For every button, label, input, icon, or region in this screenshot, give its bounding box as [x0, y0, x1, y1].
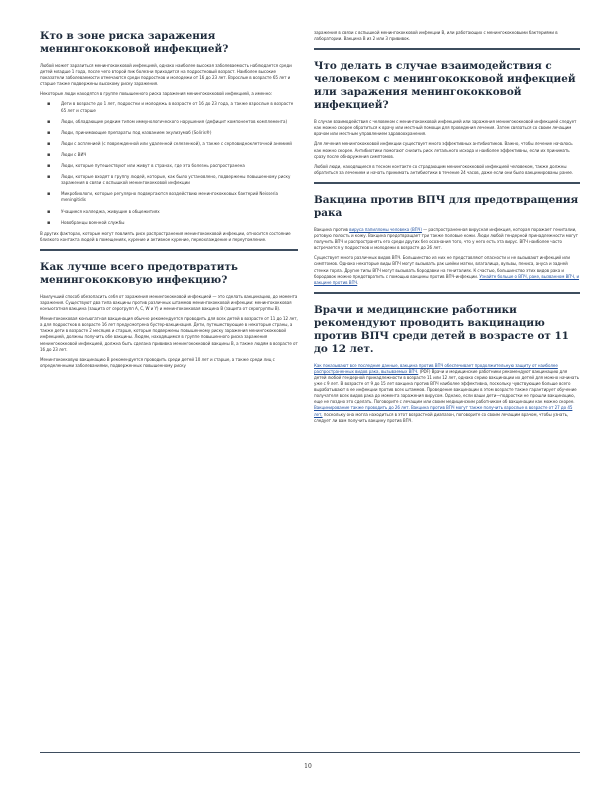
bullet-icon: ▪ [47, 118, 51, 125]
section-what-to-do [314, 60, 580, 176]
list-item: ▪ Люди, обладающие редким типом иммунологического нарушения (дефицит компонентов комплемента) [47, 118, 288, 125]
section-who-at-risk [40, 30, 298, 243]
paragraph: Наилучший способ обезопасить себя от заражения менингококковой инфекцией — это сделать вакцинацию, до момента заражения. Существуют два типа вакцины против различных штаммов менингококковой инфекции: менингококковая конъюгатная вакцина (защита от серогрупп A, C, W и Y) и менингококковая вакцина B (защита от серогруппы B). [40, 293, 298, 312]
list-item: ▪ Люди, принимающие препараты под названием экулизумаб (Soliris®) [47, 129, 212, 136]
list-item: ▪ Микробиологи, которые регулярно подвергаются воздействию менингококковых бактерий Neisseria meningitidis [47, 191, 278, 203]
list-item: ▪ Люди, которые входят в группу людей, которые, как было установлено, подвержены повышенному риску заражения в связи с вспышкой менингококковой инфекции [47, 174, 291, 186]
section-divider [314, 48, 580, 50]
bullet-icon: ▪ [47, 101, 51, 108]
heading-hpv-vaccine: Вакцина против ВПЧ для предотвращения рака [314, 193, 579, 219]
paragraph: Любой может заразиться менингококковой инфекцией, однако наиболее высокая заболеваемость наблюдается среди детей младше 1 года, после чего второй пик болезни приходится на подростковый возраст. Наиболее высокие показатели заболеваемости отмечаются среди подростков и молодежи от 16 до 23 лет. Взрослые в возрасте 65 лет и старше также подвержены высокому риску заражения. [40, 63, 292, 87]
paragraph: Как показывают все последние данные, вакцина против ВПЧ обеспечивает продолжительную защиту от наиболее распространенных видов рака, вызываемых ВПЧ. (PDF) Врачи и медицинские работники рекомендуют вакцинацию для детей любой гендерной принадлежности в возрасте 11 или 12 лет, однако серию вакцинации их детей для можно начинать уже с 9 лет. В возрасте от 9 до 15 лет вакцина против ВПЧ наиболее эффективна, поскольку чувствующие больше всего вырабатывают в ее инфекции против всех штаммов. Проведение вакцинации в этом возрасте также гарантирует обучение получателя всех видов рака до момента заражения вирусом. Однако, если ваши дети—подростки не прошли вакцинацию, еще не поздно это сделать. Поговорите с лечащим или своим медицинским работником об вакцинации как можно скорее. Вакцинирование также проводить до 26 лет. Вакцина против ВПЧ могут также получить взрослые в возрасте от 27 до 45 лет, поскольку она могла находиться в этот возрастной диапазон, поговорите со своим лечащим врачом, чтобы узнать, следует ли вам получить вакцину против ВПЧ. [314, 362, 580, 423]
heading-what-to-do: Что делать в случае взаимодействия с человеком с менингококковой инфекцией или заражения менингококковой инфекцией? [314, 60, 576, 112]
paragraph-continued: заражения в связи с вспышкой менингококковой инфекции B, или работающих с менингококковыми бактериями в лаборатории. Вакцина B из 2 или 3 прививок. [314, 30, 558, 42]
risk-group-list [40, 101, 298, 225]
section-divider [314, 292, 580, 294]
section-hpv-vaccine [314, 194, 580, 286]
paragraph: Для лечения менингококковой инфекции существует много эффективных антибиотиков. Важно, чтобы лечение началось как можно скорее. Антибиотики помогают снизить риск летального исхода и наиболее эффективны, если их принимать сразу после обнаружения симптомов. [314, 141, 573, 159]
paragraph: Любой люди, находящиеся в тесном контакте со страдающим менингококковой инфекцией человеком, также должны обратиться за лечением и начать принимать антибиотики в течение 24 часов, даже если они было вакцинированы ранее. [314, 163, 574, 175]
bullet-icon: ▪ [47, 191, 51, 198]
bullet-icon: ▪ [47, 219, 51, 226]
footer-divider [40, 752, 580, 753]
section-prevention [40, 261, 298, 369]
paragraph: Менингококковую вакцинацию B рекомендуется проводить среди детей 10 лет и старше, а также среди лиц с определенными заболеваниями, подверженных повышенному риску [40, 356, 275, 368]
paragraph: Вакцина против вируса папилломы человека (ВПЧ) — распространенная вирусная инфекция, которая поражает гениталии, ротовую полость и кожу. Вакцина предотвращает три также половые кожи. Люди любой гендерной принадлежности могут получить ВПЧ и распространять его среди других без осознания того, что у него есть эта вирус. ВПЧ наиболее часто встречается у подростков и молодежи в возрасте до 26 лет. [314, 226, 578, 251]
page-number: 10 [304, 763, 312, 770]
section-divider [314, 182, 580, 184]
heading-prevention: Как лучше всего предотвратить менингококковую инфекцию? [40, 260, 238, 286]
hpv-link[interactable]: вируса папилломы человека (ВПЧ) [349, 226, 422, 232]
section-doctors-recommend [314, 304, 580, 424]
paragraph: В других факторах, которые могут повлиять риск распространения менингококковой инфекции, относится состояние близкого контакта людей в помещениях, курение и активное курение, переохлаждение и переутомление. [40, 230, 291, 242]
hpv-protection-link[interactable]: Как показывают все последние данные, вакцина против ВПЧ обеспечивает продолжительную защиту от наиболее распространенных видов рака, вызываемых ВПЧ. [314, 362, 558, 374]
pdf-label: (PDF) [419, 368, 431, 374]
list-item: ▪ Дети в возрасте до 1 лет, подростки и молодежь в возрасте от 16 до 23 года, а также взрослые в возрасте 65 лет и старше [47, 101, 294, 113]
paragraph: Менингококковая конъюгатная вакцинация обычно рекомендуется проводить для всех детей в возрасте от 11 до 12 лет, а для подростков в возрасте 16 лет предусмотрена бустер-вакцинация. Дети, путешествующие в некоторые страны, а также дети в возрасте 2 месяцев и старше, которые подвержены повышенному риску заражения менингококковой инфекцией, должны получить обе вакцины. Людям, находящимся в группе повышенного риска заражения менингококковой инфекцией, должна быть сделана прививка менингококковой вакцины B, а также людям в возрасте от 16 до 23 лет. [40, 316, 298, 352]
list-item: ▪ Новобранцы военной службы [47, 219, 125, 226]
paragraph: В случае взаимодействия с человеком с менингококковой инфекцией или заражения менингококковой инфекцией следует как можно скорее обратиться к врачу или местный помощи для проведения лечения. Затем связаться со своим лечащим врачом или местным управлением здравоохранения. [314, 119, 577, 137]
heading-doctors-recommend: Врачи и медицинские работники рекомендуют проводить вакцинацию против ВПЧ среди детей в возрасте от 11 до 12 лет. [314, 303, 569, 355]
bullet-icon: ▪ [47, 129, 51, 136]
paragraph: Существует много различных видов ВПЧ. Большинство из них не представляют опасности и не вызывают инфекций или симптомов. Однако некоторые виды ВПЧ могут вызывать рак шейки матки, влагалища, вульвы, пениса, ануса и задней стенки горла. Другие типы ВПЧ могут вызывать бородавки на гениталиях. К счастью, большинство этих видов рака и бородавок можно предотвратить с помощью вакцины против ВПЧ-инфекции. Узнайте больше о ВПЧ, раке, вызванном ВПЧ, и вакцине против ВПЧ. [314, 255, 580, 285]
bullet-icon: ▪ [47, 208, 51, 215]
bullet-icon: ▪ [47, 174, 51, 181]
list-item: ▪ Люди с ВИЧ [47, 151, 87, 158]
paragraph: Некоторые люди находятся в группе повышенного риска заражения менингококковой инфекцией, а именно: [40, 91, 272, 97]
list-item: ▪ Люди, которые путешествуют или живут в странах, где эта болезнь распространена [47, 163, 245, 170]
bullet-icon: ▪ [47, 163, 51, 170]
learn-more-hpv-link[interactable]: Узнайте больше о ВПЧ, раке, вызванном ВПЧ, и вакцине против ВПЧ [314, 273, 580, 285]
bullet-icon: ▪ [47, 140, 51, 147]
list-item: ▪ Учащиеся колледжа, живущие в общежитиях [47, 208, 160, 215]
section-divider [40, 249, 298, 251]
left-column [40, 30, 298, 373]
adult-vaccination-link[interactable]: Вакцинирование также проводить до 26 лет. Вакцина против ВПЧ могут также получить взрослые в возрасте от 27 до 45 лет, [314, 405, 573, 417]
heading-who-at-risk: Кто в зоне риска заражения менингококковой инфекцией? [40, 30, 229, 55]
list-item: ▪ Люди с асплениeй (с поврежденной или удаленной селезенкой), а также с серповидноклеточной анемией [47, 140, 292, 147]
right-column [314, 30, 580, 428]
bullet-icon: ▪ [47, 151, 51, 158]
